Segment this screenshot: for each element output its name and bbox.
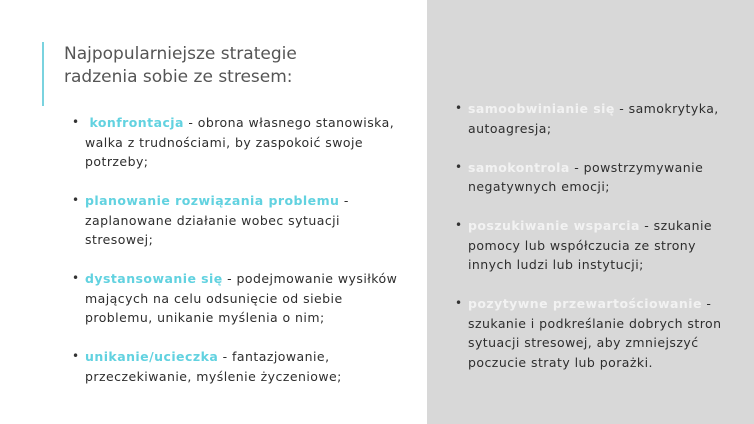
list-item [455, 158, 735, 197]
strategy-term: samokontrola [468, 159, 570, 175]
strategy-term: planowanie rozwiązania problemu [85, 193, 340, 208]
bullet-icon: • [455, 218, 463, 232]
title-line-2: radzenia sobie ze stresem: [64, 67, 293, 87]
list-item [455, 99, 735, 138]
strategy-description: - samokrytyka, autoagresja; [468, 101, 719, 136]
strategy-description: - szukanie i podkreślanie dobrych stron sytuacji stresowej, aby zmniejszyć poczucie straty lub porażki. [468, 296, 722, 370]
list-item [72, 113, 402, 172]
strategy-description: - zaplanowane działanie wobec sytuacji stresowej; [85, 193, 349, 247]
right-strategy-list [455, 99, 735, 392]
bullet-icon: • [455, 296, 463, 310]
strategy-term: dystansowanie się [85, 271, 223, 286]
strategy-description: - podejmowanie wysiłków mających na celu odsunięcie od siebie problemu, unikanie myślenia o nim; [85, 271, 398, 325]
bullet-icon: • [455, 159, 463, 174]
bullet-icon: • [72, 271, 80, 285]
strategy-description: - obrona własnego stanowiska, walka z trudnościami, by zaspokoić swoje potrzeby; [85, 115, 395, 169]
strategy-term: poszukiwanie wsparcia [468, 218, 640, 233]
strategy-term: pozytywne przewartościowanie [468, 296, 702, 311]
strategy-term: unikanie/ucieczka [85, 349, 219, 364]
list-item [455, 294, 735, 372]
list-item [72, 347, 402, 386]
strategy-term: samoobwinianie się [468, 101, 615, 116]
title-accent-bar [42, 42, 44, 106]
strategy-description: - szukanie pomocy lub współczucia ze strony innych ludzi lub instytucji; [468, 218, 713, 272]
list-item [72, 269, 402, 328]
left-strategy-list [72, 113, 402, 406]
bullet-icon: • [72, 115, 80, 129]
bullet-icon: • [72, 193, 80, 207]
bullet-icon: • [455, 101, 463, 115]
strategy-description: - fantazjowanie, przeczekiwanie, myślenie życzeniowe; [85, 349, 342, 384]
bullet-icon: • [72, 349, 80, 363]
strategy-term: konfrontacja [89, 115, 184, 130]
list-item [72, 191, 402, 250]
strategy-description: - powstrzymywanie negatywnych emocji; [468, 159, 704, 194]
page-title [64, 43, 384, 89]
title-line-1: Najpopularniejsze strategie [64, 44, 297, 64]
list-item [455, 216, 735, 275]
